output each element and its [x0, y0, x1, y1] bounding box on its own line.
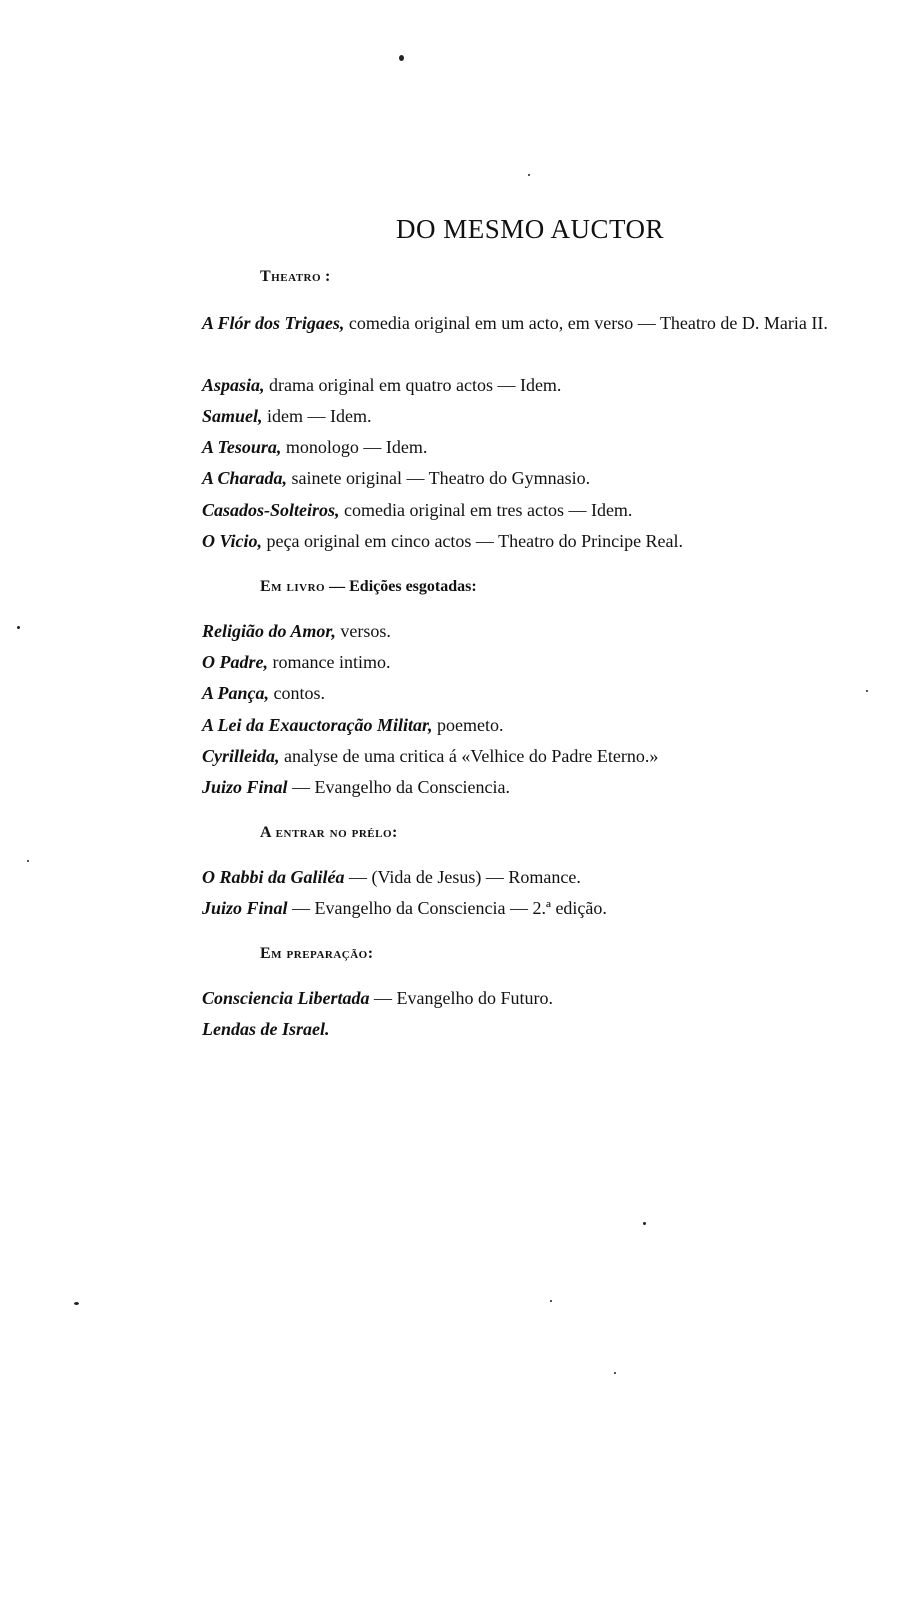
work-title: O Rabbi da Galiléa	[202, 867, 345, 887]
list-item	[202, 741, 872, 772]
list-item	[202, 526, 872, 557]
work-description: — Evangelho da Consciencia — 2.ª edição.	[287, 898, 607, 918]
work-title: O Vicio,	[202, 531, 263, 551]
work-title: Cyrilleida,	[202, 746, 280, 766]
work-description: analyse de uma critica á «Velhice do Padre Eterno.»	[279, 746, 659, 766]
section-heading-a-entrar	[260, 824, 397, 842]
scan-speck	[399, 55, 404, 61]
list-item	[202, 432, 872, 463]
list-item	[202, 862, 872, 893]
list-item	[202, 401, 872, 432]
section-heading-theatro	[260, 268, 330, 286]
scan-speck	[74, 1302, 79, 1305]
list-item	[202, 647, 872, 678]
work-description: comedia original em um acto, em verso — Theatro de D. Maria II.	[344, 313, 828, 333]
section-heading-label: Em livro	[260, 578, 326, 595]
section-heading-em-livro	[260, 578, 477, 596]
list-item	[202, 678, 872, 709]
scan-speck	[528, 174, 530, 176]
work-description: contos.	[269, 683, 326, 703]
section-heading-suffix: — Edições esgotadas:	[325, 578, 477, 595]
section-heading-suffix: :	[321, 268, 331, 285]
work-title: A Flór dos Trigaes,	[202, 313, 345, 333]
section-heading-suffix: :	[392, 824, 398, 841]
list-item	[202, 893, 872, 924]
list-item	[202, 495, 872, 526]
scan-speck	[550, 1300, 552, 1302]
work-title: O Padre,	[202, 652, 268, 672]
work-title: Religião do Amor,	[202, 621, 336, 641]
list-item	[202, 772, 872, 803]
work-description: — Evangelho da Consciencia.	[287, 777, 510, 797]
work-description: — (Vida de Jesus) — Romance.	[344, 867, 581, 887]
scan-speck	[643, 1222, 646, 1225]
section-heading-em-preparacao	[260, 945, 373, 963]
section-heading-label: Theatro	[260, 268, 322, 285]
work-title: A Charada,	[202, 468, 288, 488]
work-title: Samuel,	[202, 406, 263, 426]
list-item	[202, 463, 872, 494]
section-heading-label: A entrar no prélo	[260, 824, 393, 841]
work-title: Casados-Solteiros,	[202, 500, 340, 520]
list-item	[202, 616, 872, 647]
work-description: romance intimo.	[268, 652, 391, 672]
work-title: Juizo Final	[202, 898, 288, 918]
scan-speck	[614, 1372, 616, 1374]
list-item	[202, 710, 872, 741]
work-title: A Tesoura,	[202, 437, 282, 457]
work-title: A Pança,	[202, 683, 270, 703]
list-item	[202, 370, 872, 401]
work-title: Juizo Final	[202, 777, 288, 797]
section-heading-suffix: :	[367, 945, 374, 962]
work-title: Lendas de Israel.	[202, 1019, 330, 1039]
work-description: poemeto.	[432, 715, 504, 735]
list-item	[202, 1014, 872, 1045]
work-title: A Lei da Exauctoração Militar,	[202, 715, 433, 735]
work-description: — Evangelho do Futuro.	[369, 988, 553, 1008]
scan-speck	[27, 860, 29, 862]
work-description: drama original em quatro actos — Idem.	[264, 375, 562, 395]
scan-speck	[17, 626, 20, 629]
work-title: Aspasia,	[202, 375, 265, 395]
work-description: comedia original em tres actos — Idem.	[339, 500, 633, 520]
work-title: Consciencia Libertada	[202, 988, 370, 1008]
list-item	[202, 308, 900, 339]
work-description: idem — Idem.	[262, 406, 372, 426]
section-heading-label: Em preparação	[260, 945, 368, 962]
work-description: versos.	[335, 621, 391, 641]
work-description: peça original em cinco actos — Theatro do Principe Real.	[262, 531, 684, 551]
page-title: DO MESMO AUCTOR	[395, 214, 665, 244]
work-description: monologo — Idem.	[281, 437, 428, 457]
work-description: sainete original — Theatro do Gymnasio.	[287, 468, 591, 488]
list-item	[202, 983, 872, 1014]
